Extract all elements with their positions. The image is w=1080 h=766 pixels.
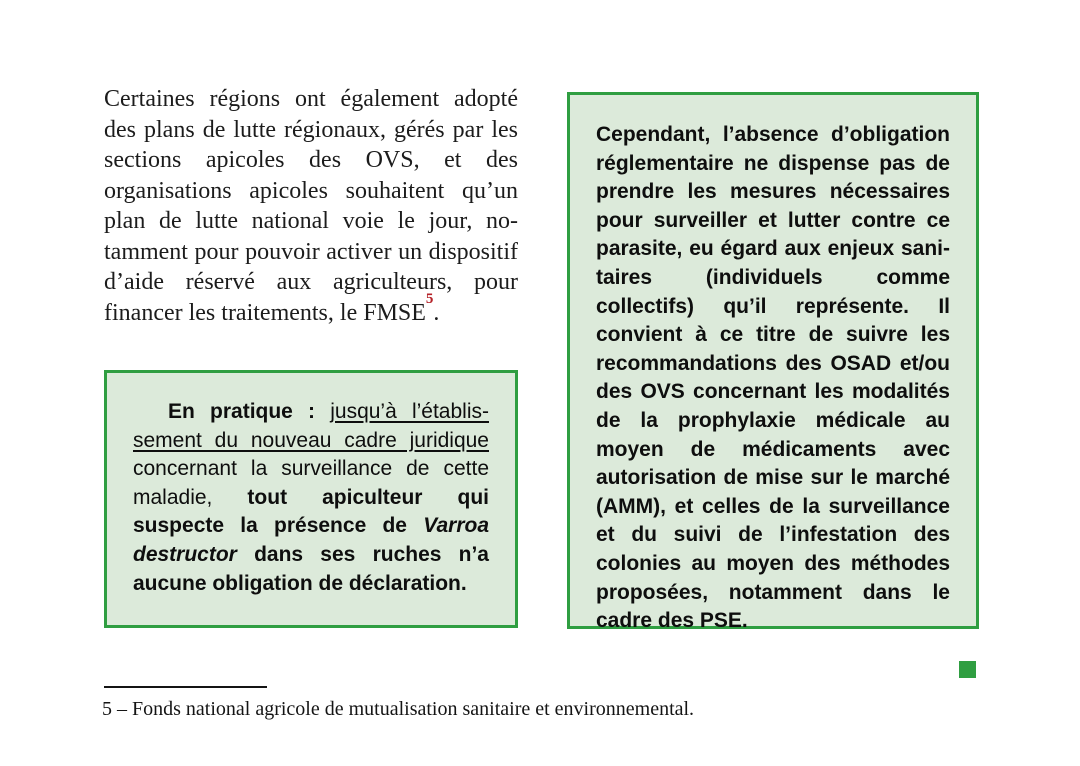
practice-callout-box: [104, 370, 518, 628]
practice-lead-label: En pratique :: [168, 400, 331, 423]
body-paragraph-text: Certaines régions ont également adopté des plans de lutte régionaux, gérés par les sections apicoles des OVS, et des organisations apicoles souhaitent qu’un plan de lutte national voie le jour, notamment pour pouvoir activer un dispositif d’aide réservé aux agriculteurs, pour financer les traitements, le FMSE: [104, 86, 518, 326]
practice-bold-text: tout apiculteur qui suspecte la présence de: [133, 485, 489, 538]
regulation-callout-box: [567, 92, 979, 633]
body-paragraph: [104, 84, 518, 328]
practice-bold-text-end: dans ses ruches n’a aucune obligation de déclaration.: [133, 542, 489, 595]
body-paragraph-period: .: [433, 299, 440, 326]
footnote-text: 5 – Fonds national agricole de mutualisation sanitaire et environnemental.: [102, 698, 695, 720]
practice-species-name: Varroa destructor: [133, 514, 489, 566]
practice-underlined-text: jusqu’à l’établissement du nouveau cadre juridique: [133, 400, 489, 452]
footnote-divider: [104, 686, 267, 688]
footnote-reference: 5: [425, 290, 434, 307]
practice-callout-text: [133, 398, 489, 598]
practice-normal-text: concernant la surveillance de cette maladie,: [133, 457, 489, 509]
regulation-callout-text: Cependant, l’absence d’obligation réglementaire ne dispense pas de prendre les mesures nécessaires pour surveiller et lutter contre ce parasite, eu égard aux enjeux sanitaires (individuels comme collectifs) qu’il représente. Il convient à ce titre de suivre les recommandations des OSAD et/ou des OVS concernant les modalités de la prophylaxie médicale au moyen de médicaments avec autorisation de mise sur le marché (AMM), et celles de la surveillance et du suivi de l’infestation des colonies au moyen des méthodes proposées, notamment dans le cadre des PSE.: [596, 123, 950, 633]
section-end-marker: [959, 661, 976, 678]
